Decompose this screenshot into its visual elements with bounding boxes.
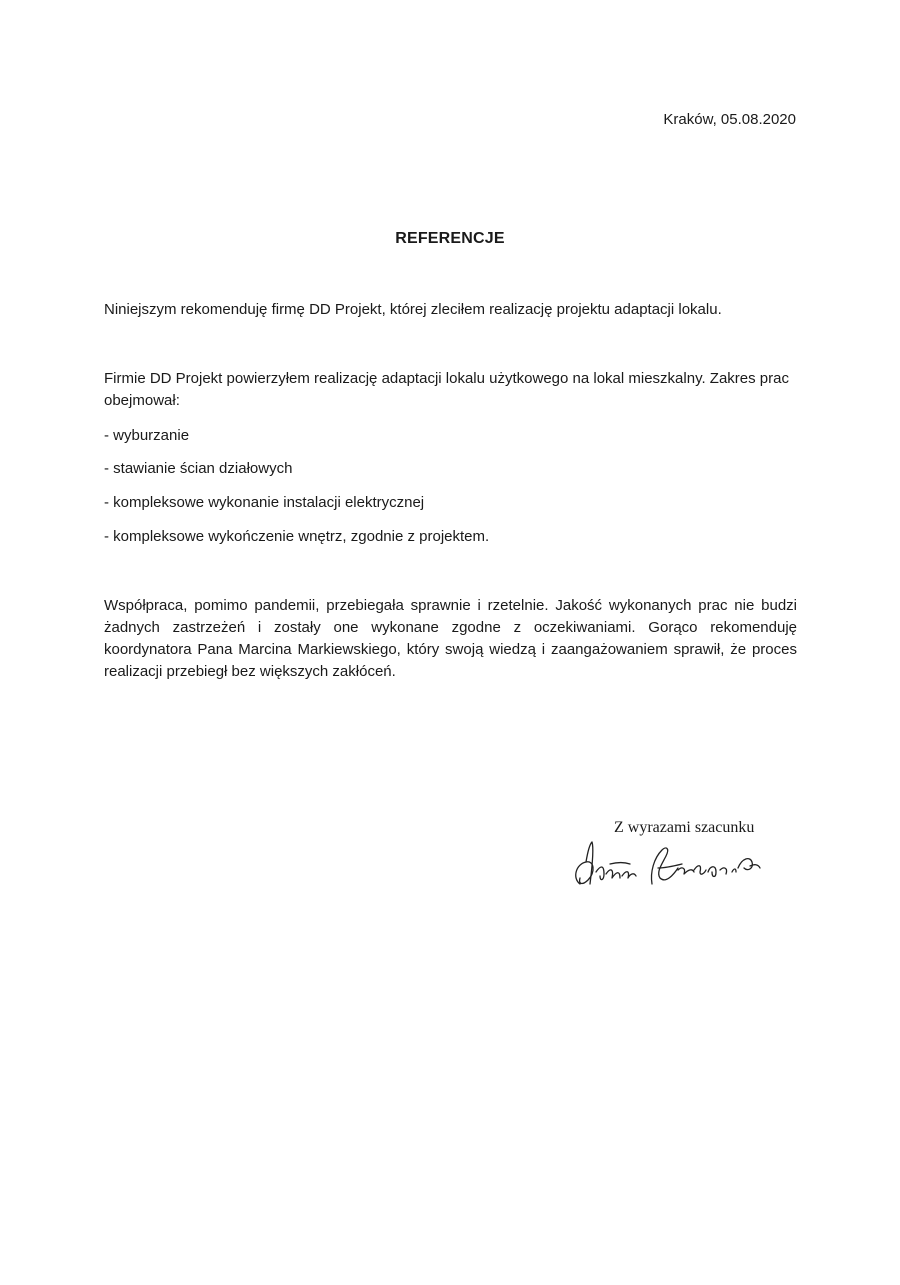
scope-item: - kompleksowe wykonanie instalacji elektrycznej xyxy=(104,494,425,511)
closing-phrase: Z wyrazami szacunku xyxy=(614,819,755,836)
letter-title: REFERENCJE xyxy=(395,230,505,247)
handwritten-signature xyxy=(566,828,776,898)
cooperation-paragraph: Współpraca, pomimo pandemii, przebiegała sprawnie i rzetelnie. Jakość wykonanych prac nie budzi żadnych zastrzeżeń i zostały one wykonane zgodne z oczekiwaniami. Gorąco rekomenduję koordynatora Pana Marcina Markiewskiego, który swoją wiedzą i zaangażowaniem sprawił, że proces realizacji przebiegł bez większych zakłóceń. xyxy=(104,597,797,680)
scope-item: - stawianie ścian działowych xyxy=(104,460,293,477)
intro-paragraph: Niniejszym rekomenduję firmę DD Projekt, której zleciłem realizację projektu adaptacji lokalu. xyxy=(104,301,722,318)
scope-item: - kompleksowe wykończenie wnętrz, zgodnie z projektem. xyxy=(104,528,490,545)
place-and-date: Kraków, 05.08.2020 xyxy=(663,111,796,128)
scope-item: - wyburzanie xyxy=(104,427,190,444)
scope-paragraph: Firmie DD Projekt powierzyłem realizację adaptacji lokalu użytkowego na lokal mieszkalny. Zakres prac obejmował: xyxy=(104,370,789,409)
